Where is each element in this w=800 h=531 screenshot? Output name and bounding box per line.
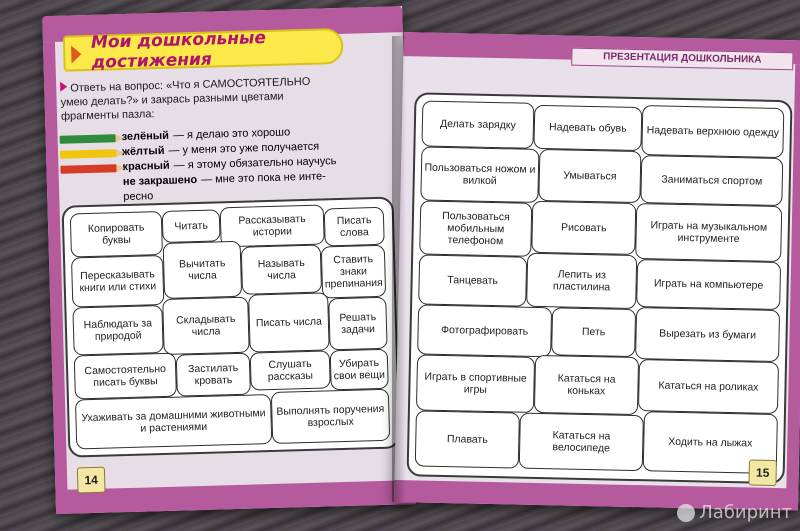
puzzle-piece[interactable]: Надевать обувь bbox=[533, 105, 642, 151]
puzzle-piece[interactable]: Копировать буквы bbox=[70, 211, 163, 258]
instruction-line-3: фрагменты пазла: bbox=[60, 108, 155, 123]
puzzle-piece[interactable]: Плавать bbox=[415, 410, 520, 468]
page-title bbox=[63, 28, 344, 72]
puzzle-piece[interactable]: Читать bbox=[162, 209, 221, 243]
page-number-left: 14 bbox=[77, 467, 106, 494]
green-pencil-icon bbox=[60, 134, 116, 144]
red-pencil-icon bbox=[60, 164, 116, 174]
puzzle-piece[interactable]: Складывать числа bbox=[162, 297, 250, 355]
puzzle-piece[interactable]: Фотографировать bbox=[417, 304, 552, 357]
legend-color-word: красный bbox=[122, 159, 170, 174]
puzzle-piece[interactable]: Застилать кровать bbox=[176, 353, 251, 397]
puzzle-piece[interactable]: Играть на музыкальном инструменте bbox=[635, 203, 782, 262]
puzzle-piece[interactable]: Ставить знаки препинания bbox=[321, 245, 386, 299]
title-marker-icon bbox=[71, 45, 81, 63]
puzzle-piece[interactable]: Убирать свои вещи bbox=[330, 349, 389, 391]
instruction-line-2: умею делать?» и закрась разными цветами bbox=[60, 90, 284, 109]
color-legend bbox=[59, 123, 385, 207]
puzzle-piece[interactable]: Рисовать bbox=[531, 201, 636, 255]
watermark-text: Лабиринт bbox=[699, 502, 792, 523]
puzzle-piece[interactable]: Наблюдать за природой bbox=[72, 305, 163, 355]
right-puzzle bbox=[407, 92, 793, 484]
puzzle-piece[interactable]: Вырезать из бумаги bbox=[635, 307, 780, 362]
instruction-line-1: Ответь на вопрос: «Что я САМОСТОЯТЕЛЬНО bbox=[70, 75, 311, 95]
puzzle-piece[interactable]: Играть на компьютере bbox=[636, 259, 781, 310]
puzzle-piece[interactable]: Выполнять поручения взрослых bbox=[271, 389, 390, 444]
puzzle-piece[interactable]: Пользоваться ножом и вилкой bbox=[420, 146, 539, 202]
puzzle-piece[interactable]: Надевать верхнюю одежду bbox=[641, 105, 784, 158]
puzzle-piece[interactable]: Ходить на лыжах bbox=[643, 411, 778, 474]
legend-tail: ресно bbox=[123, 190, 154, 204]
puzzle-piece[interactable]: Пользоваться мобильным телефоном bbox=[419, 200, 532, 256]
legend-meaning: — мне это пока не инте- bbox=[200, 170, 327, 186]
section-header: ПРЕЗЕНТАЦИЯ ДОШКОЛЬНИКА bbox=[571, 48, 793, 71]
legend-color-word: зелёный bbox=[121, 129, 170, 144]
right-page bbox=[394, 32, 800, 510]
legend-meaning: — я делаю это хорошо bbox=[172, 126, 291, 142]
bullet-arrow-icon bbox=[60, 82, 67, 92]
legend-meaning: — я этому обязательно научусь bbox=[173, 155, 337, 172]
legend-meaning: — у меня это уже получается bbox=[168, 140, 320, 157]
puzzle-piece[interactable]: Танцевать bbox=[418, 254, 527, 306]
puzzle-piece[interactable]: Решать задачи bbox=[328, 297, 387, 351]
book-gutter-shadow bbox=[392, 36, 412, 502]
puzzle-piece[interactable]: Самостоятельно писать буквы bbox=[74, 353, 177, 400]
page-title-text: Мои дошкольные достижения bbox=[90, 28, 267, 73]
puzzle-piece[interactable]: Пересказывать книги или стихи bbox=[71, 255, 164, 308]
puzzle-piece[interactable]: Делать зарядку bbox=[421, 101, 534, 149]
puzzle-piece[interactable]: Писать слова bbox=[324, 207, 385, 247]
instruction-text bbox=[60, 73, 383, 124]
puzzle-piece[interactable]: Слушать рассказы bbox=[250, 350, 331, 390]
labirint-logo-icon bbox=[677, 504, 695, 522]
puzzle-piece[interactable]: Рассказывать истории bbox=[220, 204, 325, 247]
puzzle-piece[interactable]: Петь bbox=[551, 307, 636, 357]
puzzle-piece[interactable]: Играть в спортивные игры bbox=[416, 354, 535, 412]
puzzle-piece[interactable]: Называть числа bbox=[241, 245, 322, 295]
left-frame-bottom bbox=[55, 480, 416, 514]
puzzle-piece[interactable]: Кататься на роликах bbox=[638, 359, 779, 414]
puzzle-piece[interactable]: Вычитать числа bbox=[163, 241, 243, 299]
page-number-right: 15 bbox=[748, 459, 777, 486]
puzzle-piece[interactable]: Лепить из пластилина bbox=[526, 253, 637, 309]
left-page bbox=[42, 6, 416, 514]
puzzle-piece[interactable]: Кататься на коньках bbox=[534, 355, 639, 415]
legend-color-word: не закрашено bbox=[122, 173, 198, 189]
left-puzzle bbox=[62, 197, 401, 458]
puzzle-piece[interactable]: Писать числа bbox=[248, 292, 330, 352]
yellow-pencil-icon bbox=[60, 149, 116, 159]
puzzle-piece[interactable]: Кататься на велосипеде bbox=[519, 413, 644, 472]
puzzle-piece[interactable]: Умываться bbox=[538, 149, 641, 203]
puzzle-piece[interactable]: Заниматься спортом bbox=[640, 155, 783, 206]
watermark-logo bbox=[677, 502, 792, 523]
puzzle-piece[interactable]: Ухаживать за домашними животными и растениями bbox=[75, 394, 272, 449]
legend-color-word: жёлтый bbox=[121, 144, 165, 159]
